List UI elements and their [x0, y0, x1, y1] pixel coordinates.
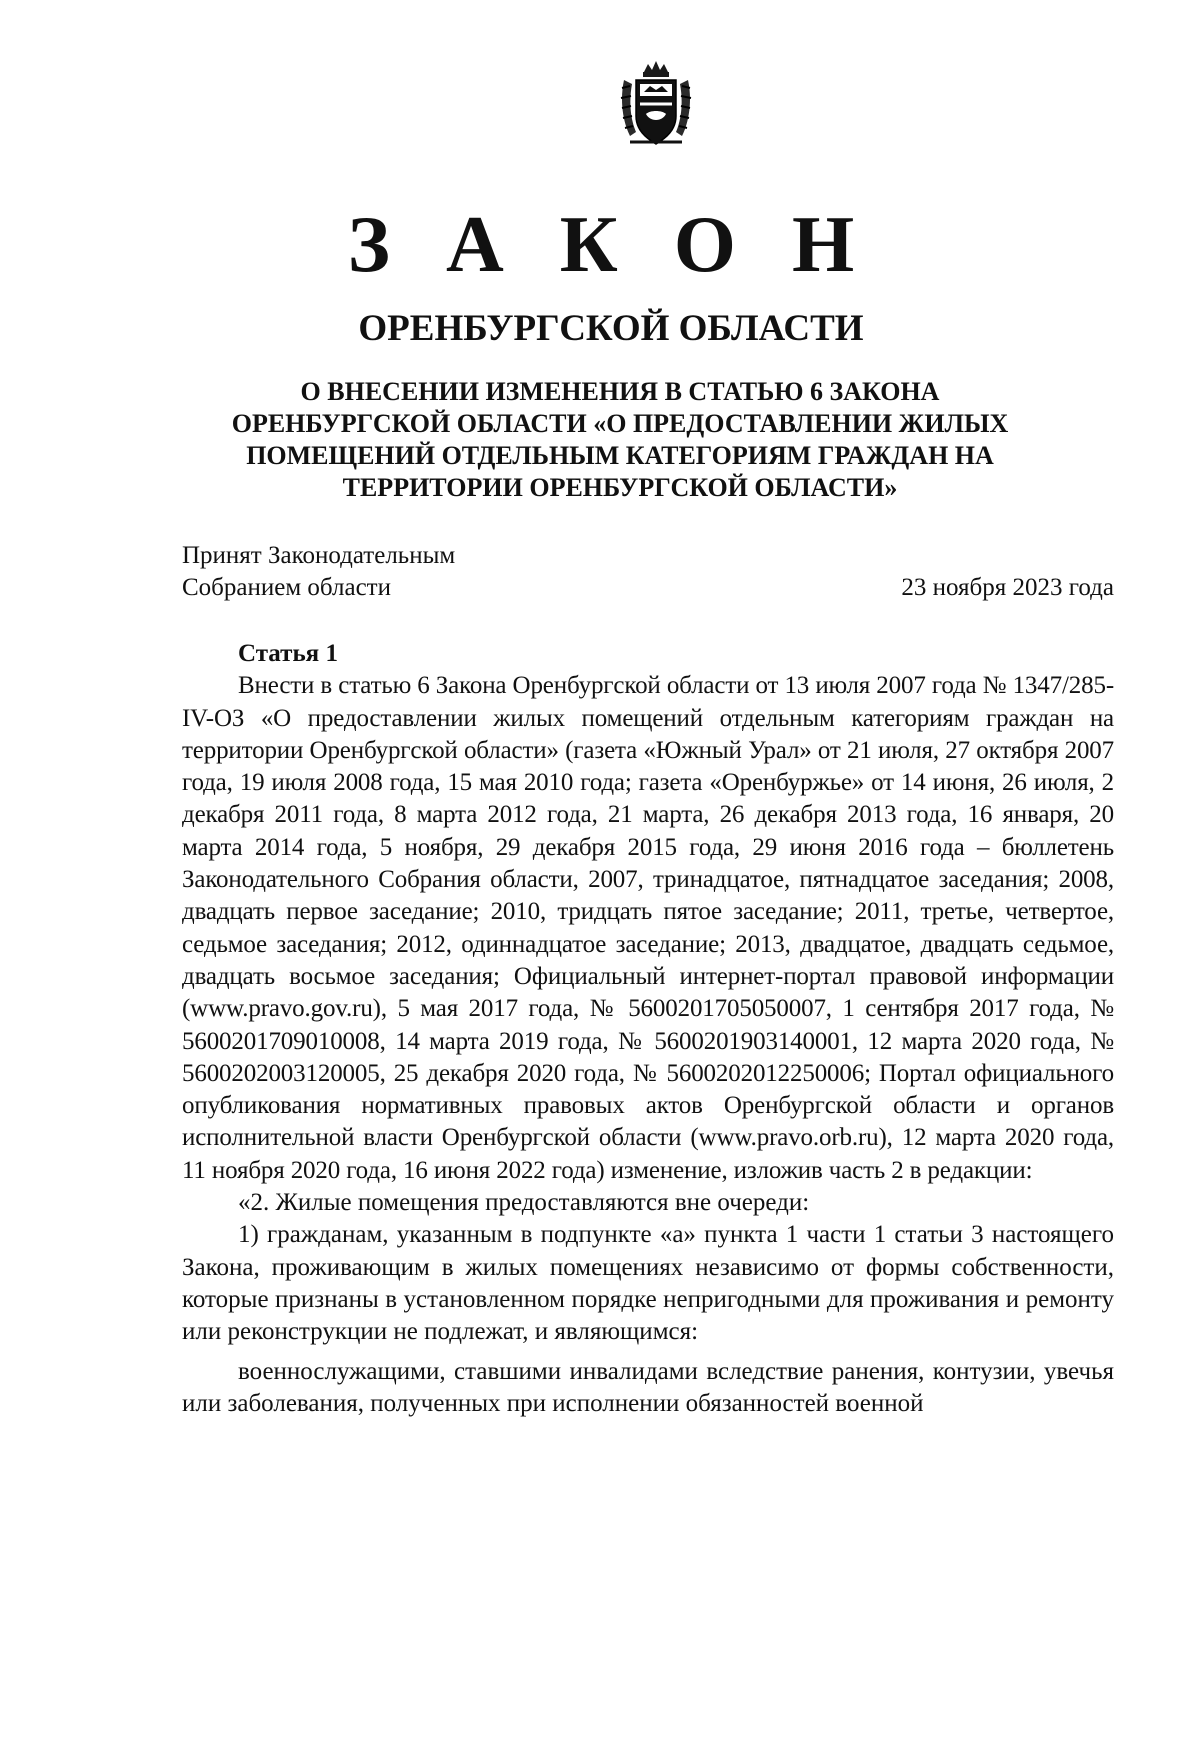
region-title: ОРЕНБУРГСКОЙ ОБЛАСТИ — [358, 308, 864, 349]
law-subject — [200, 376, 1040, 504]
paragraph: 1) гражданам, указанным в подпункте «а» пункта 1 части 1 статьи 3 настоящего Закона, проживающим в жилых помещениях независимо от формы собственности, которые признаны в установленном порядке непригодными для проживания и ремонту или реконструкции не подлежат, и являющимся: — [182, 1221, 1114, 1346]
law-title: З А К О Н — [347, 201, 873, 289]
subject-line: О ВНЕСЕНИИ ИЗМЕНЕНИЯ В СТАТЬЮ 6 ЗАКОНА — [300, 377, 940, 406]
adoption-note — [182, 540, 455, 604]
subject-line: ПОМЕЩЕНИЙ ОТДЕЛЬНЫМ КАТЕГОРИЯМ ГРАЖДАН НА — [246, 441, 994, 470]
paragraph: Внести в статью 6 Закона Оренбургской области от 13 июля 2007 года № 1347/285-IV-ОЗ «О предоставлении жилых помещений отдельным категориям граждан на территории Оренбургской области» (газета «Южный Урал» от 21 июля, 27 октября 2007 года, 19 июля 2008 года, 15 мая 2010 года; газета «Оренбуржье» от 14 июня, 26 июля, 2 декабря 2011 года, 8 марта 2012 года, 21 марта, 26 декабря 2013 года, 16 января, 20 марта 2014 года, 5 ноября, 29 декабря 2015 года, 29 июня 2016 года – бюллетень Законодательного Собрания области, 2007, тринадцатое, пятнадцатое заседания; 2008, двадцать первое заседание; 2010, тридцать пятое заседание; 2011, третье, четвертое, седьмое заседания; 2012, одиннадцатое заседание; 2013, двадцатое, двадцать седьмое, двадцать восьмое заседания; Официальный интернет-портал правовой информации (www.pravo.gov.ru), 5 мая 2017 года, № 5600201705050007, 1 сентября 2017 года, № 5600201709010008, 14 марта 2019 года, № 5600201903140001, 12 марта 2020 года, № 5600202003120005, 25 декабря 2020 года, № 5600202012250006; Портал официального опубликования нормативных правовых актов Оренбургской области и органов исполнительной власти Оренбургской области (www.pravo.orb.ru), 12 марта 2020 года, 11 ноября 2020 года, 16 июня 2022 года) изменение, изложив часть 2 в редакции: — [182, 672, 1114, 1184]
paragraph: «2. Жилые помещения предоставляются вне очереди: — [238, 1189, 810, 1217]
law-body — [182, 638, 1114, 1420]
subject-line: ТЕРРИТОРИИ ОРЕНБУРГСКОЙ ОБЛАСТИ» — [342, 473, 898, 502]
adoption-line: Собранием области — [182, 574, 391, 601]
adoption-line: Принят Законодательным — [182, 542, 456, 569]
coat-of-arms-icon — [616, 58, 696, 150]
paragraph: военнослужащими, ставшими инвалидами вследствие ранения, контузии, увечья или заболевания, полученных при исполнении обязанностей военной — [182, 1357, 1114, 1417]
subject-line: ОРЕНБУРГСКОЙ ОБЛАСТИ «О ПРЕДОСТАВЛЕНИИ ЖИЛЫХ — [231, 409, 1009, 438]
adoption-date: 23 ноября 2023 года — [901, 574, 1114, 601]
article-heading: Статья 1 — [238, 640, 338, 667]
